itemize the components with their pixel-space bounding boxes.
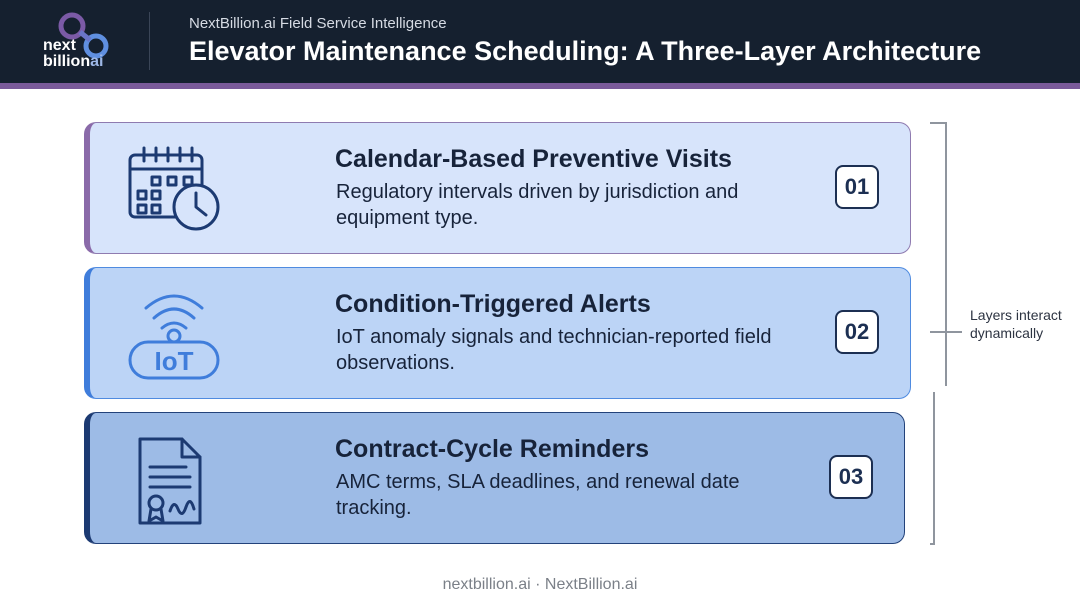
contract-document-icon [126, 435, 222, 525]
logo-line-ai: ai [90, 53, 104, 70]
header-bar [0, 0, 1080, 83]
layer-number-badge: 01 [835, 165, 879, 209]
layer-description: Regulatory intervals driven by jurisdiction and equipment type. [336, 181, 739, 229]
bracket-label: Layers interact dynamically [970, 307, 1062, 341]
calendar-clock-icon [126, 145, 222, 235]
layer-card-calendar [84, 122, 911, 254]
header-accent-strip [0, 83, 1080, 89]
iot-signal-icon [126, 290, 222, 380]
layer-number-badge: 02 [835, 310, 879, 354]
footer-text: nextbillion.ai · NextBillion.ai [442, 576, 638, 593]
layer-card-contract [84, 412, 905, 544]
logo-line-billion: billion [43, 53, 91, 70]
layer-description: AMC terms, SLA deadlines, and renewal date tracking. [336, 471, 740, 519]
layer-card-condition [84, 267, 911, 399]
layer-title: Condition-Triggered Alerts [335, 290, 651, 318]
iot-icon-label: IoT [154, 346, 194, 376]
header-subtitle: NextBillion.ai Field Service Intelligence [189, 15, 447, 32]
layer-title: Calendar-Based Preventive Visits [335, 145, 732, 173]
layer-title: Contract-Cycle Reminders [335, 435, 649, 463]
logo-line-next: next [43, 37, 76, 54]
layer-description: IoT anomaly signals and technician-reported field observations. [336, 326, 772, 374]
header-divider [149, 12, 150, 70]
layer-number-badge: 03 [829, 455, 873, 499]
page-title: Elevator Maintenance Scheduling: A Three-Layer Architecture [189, 36, 982, 66]
logo-wordmark [43, 38, 103, 70]
